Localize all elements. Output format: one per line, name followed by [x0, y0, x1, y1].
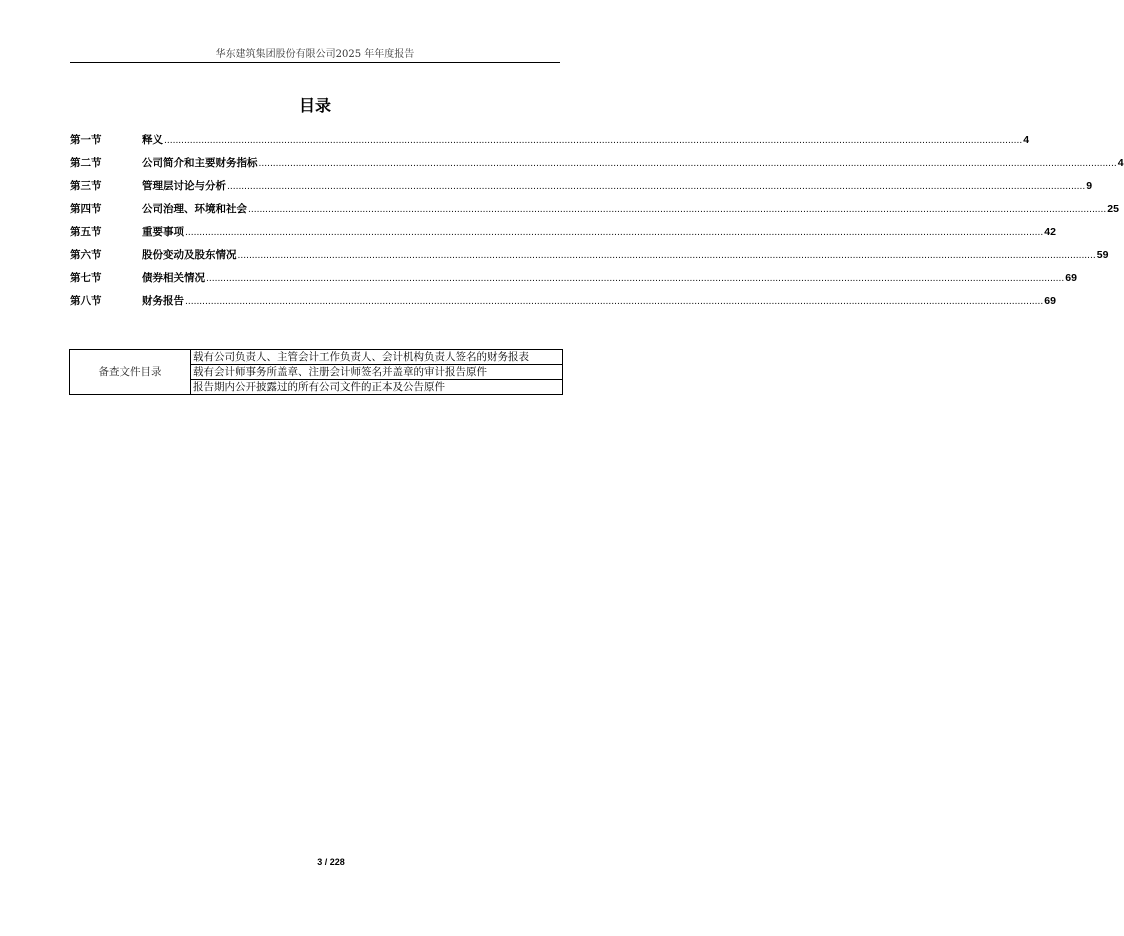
reference-document-item: 载有会计师事务所盖章、注册会计师签名并盖章的审计报告原件: [191, 365, 563, 380]
toc-leader-dots: ............................................................................................................................................................................................................................................................................................................: [258, 159, 1117, 169]
toc-section-title: 债券相关情况: [142, 272, 205, 284]
reference-document-item: 报告期内公开披露过的所有公司文件的正本及公告原件: [191, 380, 563, 395]
toc-section-number: 第二节: [70, 157, 102, 169]
toc-section-title: 公司简介和主要财务指标: [142, 157, 258, 169]
page-title: 目录: [298, 96, 331, 115]
toc-page-number: 42: [1044, 226, 1056, 238]
toc-entry-7[interactable]: [70, 270, 1077, 293]
toc-section-number: 第六节: [70, 249, 102, 261]
toc-section-number: 第五节: [70, 226, 102, 238]
toc-leader-dots: ............................................................................................................................................................................................................................................................................................................: [227, 182, 1086, 192]
table-of-contents: [70, 132, 1124, 316]
header-rule: [70, 62, 560, 63]
toc-section-number: 第一节: [70, 134, 102, 146]
toc-leader-dots: ............................................................................................................................................................................................................................................................................................................: [206, 274, 1065, 284]
toc-entry-4[interactable]: [70, 201, 1119, 224]
toc-leader-dots: ............................................................................................................................................................................................................................................................................................................: [237, 251, 1096, 261]
toc-page-number: 4: [1023, 134, 1030, 146]
toc-entry-6[interactable]: [70, 247, 1109, 270]
toc-section-title: 公司治理、环境和社会: [142, 203, 247, 215]
toc-leader-dots: ............................................................................................................................................................................................................................................................................................................: [185, 297, 1044, 307]
toc-page-number: 4: [1117, 157, 1124, 169]
toc-page-number: 69: [1065, 272, 1077, 284]
toc-page-number: 9: [1086, 180, 1093, 192]
toc-entry-3[interactable]: [70, 178, 1093, 201]
toc-page-number: 69: [1044, 295, 1056, 307]
toc-section-title: 管理层讨论与分析: [142, 180, 226, 192]
toc-section-number: 第四节: [70, 203, 102, 215]
toc-leader-dots: ............................................................................................................................................................................................................................................................................................................: [248, 205, 1107, 215]
toc-page-number: 59: [1096, 249, 1109, 261]
toc-section-number: 第八节: [70, 295, 102, 307]
toc-entry-5[interactable]: [70, 224, 1056, 247]
toc-entry-2[interactable]: [70, 155, 1124, 178]
toc-entry-8[interactable]: [70, 293, 1056, 316]
running-header: 华东建筑集团股份有限公司2025 年年度报告: [215, 49, 415, 60]
toc-section-number: 第七节: [70, 272, 102, 284]
table-row: [70, 350, 563, 365]
toc-section-number: 第三节: [70, 180, 102, 192]
page-number-footer: 3 / 228: [317, 857, 345, 867]
toc-section-title: 重要事项: [142, 226, 184, 238]
toc-page-number: 25: [1107, 203, 1119, 215]
toc-leader-dots: ............................................................................................................................................................................................................................................................................................................: [164, 136, 1023, 146]
toc-section-title: 财务报告: [142, 295, 184, 307]
reference-documents-table: [69, 349, 563, 395]
toc-leader-dots: ............................................................................................................................................................................................................................................................................................................: [185, 228, 1044, 238]
toc-entry-1[interactable]: [70, 132, 1030, 155]
reference-documents-label: 备查文件目录: [70, 350, 191, 395]
toc-section-title: 释义: [142, 134, 163, 146]
toc-section-title: 股份变动及股东情况: [142, 249, 237, 261]
reference-document-item: 载有公司负责人、主管会计工作负责人、会计机构负责人签名的财务报表: [191, 350, 563, 365]
